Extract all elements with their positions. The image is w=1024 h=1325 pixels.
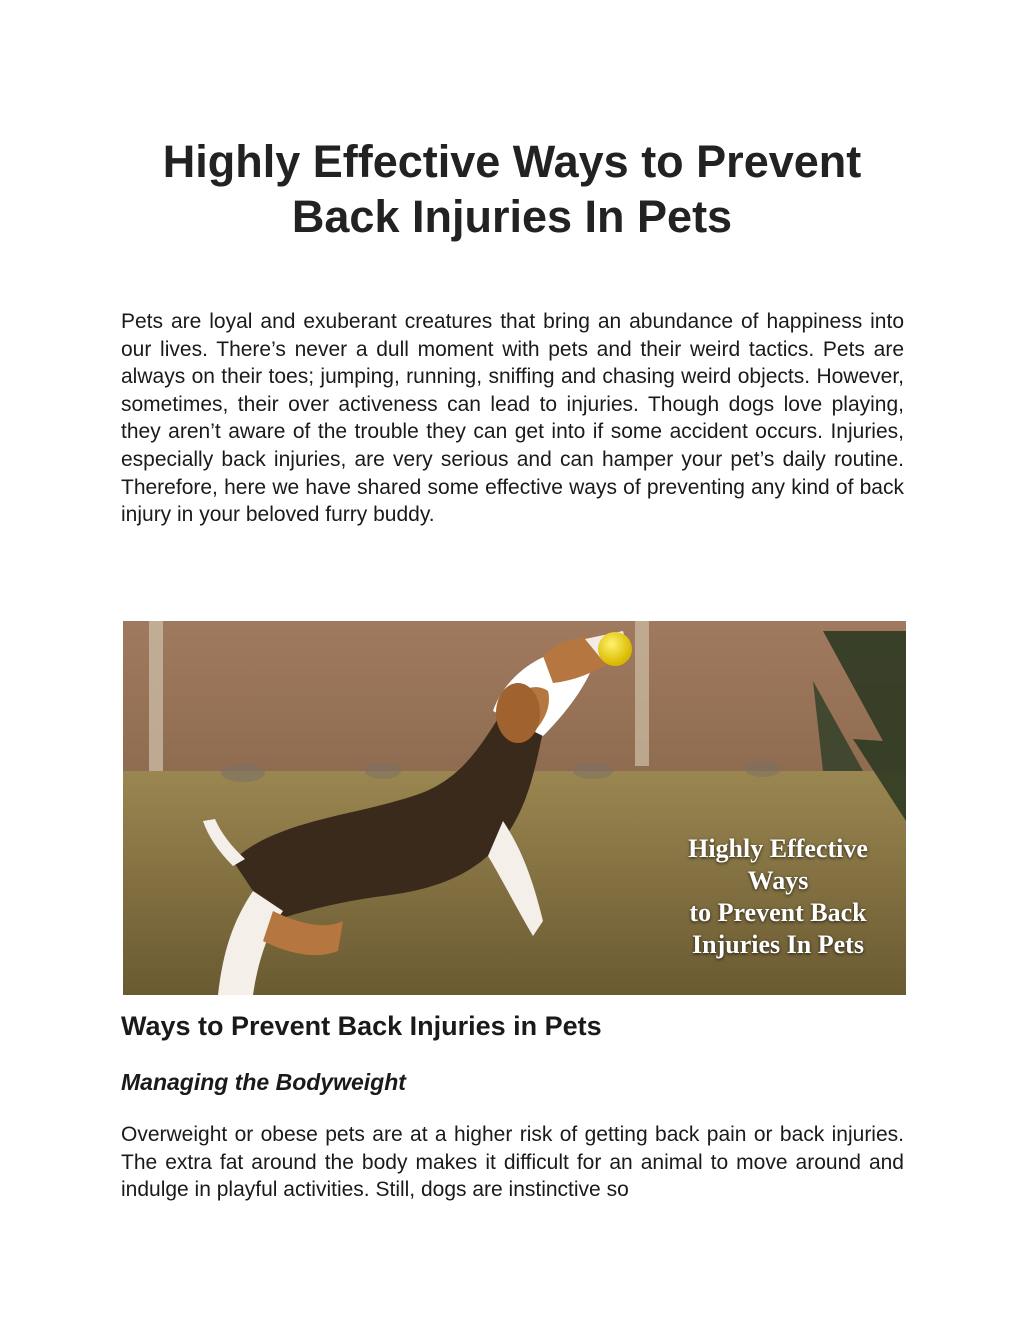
title-line-1: Highly Effective Ways to Prevent <box>162 136 862 187</box>
overlay-line-2: to Prevent Back <box>689 898 867 927</box>
hero-image <box>123 621 906 995</box>
article-title <box>110 134 914 244</box>
image-overlay-title <box>663 833 893 961</box>
subsection-heading: Managing the Bodyweight <box>121 1069 406 1095</box>
intro-paragraph: Pets are loyal and exuberant creatures that bring an abundance of happiness into our lives. There’s never a dull moment with pets and their weird tactics. Pets are always on their toes; jumping, running, sniffing and chasing weird objects. However, sometimes, their over activeness can lead to injuries. Though dogs love playing, they aren’t aware of the trouble they can get into if some accident occurs. Injuries, especially back injuries, are very serious and can hamper your pet’s daily routine. Therefore, here we have shared some effective ways of preventing any kind of back injury in your beloved furry buddy. <box>121 310 904 527</box>
section-heading: Ways to Prevent Back Injuries in Pets <box>121 1011 602 1041</box>
title-line-2: Back Injuries In Pets <box>291 191 733 242</box>
overlay-line-1: Highly Effective Ways <box>688 834 868 895</box>
beagle-photo-illustration <box>123 621 906 995</box>
overlay-line-3: Injuries In Pets <box>692 930 864 959</box>
subsection-paragraph: Overweight or obese pets are at a higher risk of getting back pain or back injuries. The extra fat around the body makes it difficult for an animal to move around and indulge in playful activities. Still, dogs are instinctive so <box>121 1123 904 1202</box>
